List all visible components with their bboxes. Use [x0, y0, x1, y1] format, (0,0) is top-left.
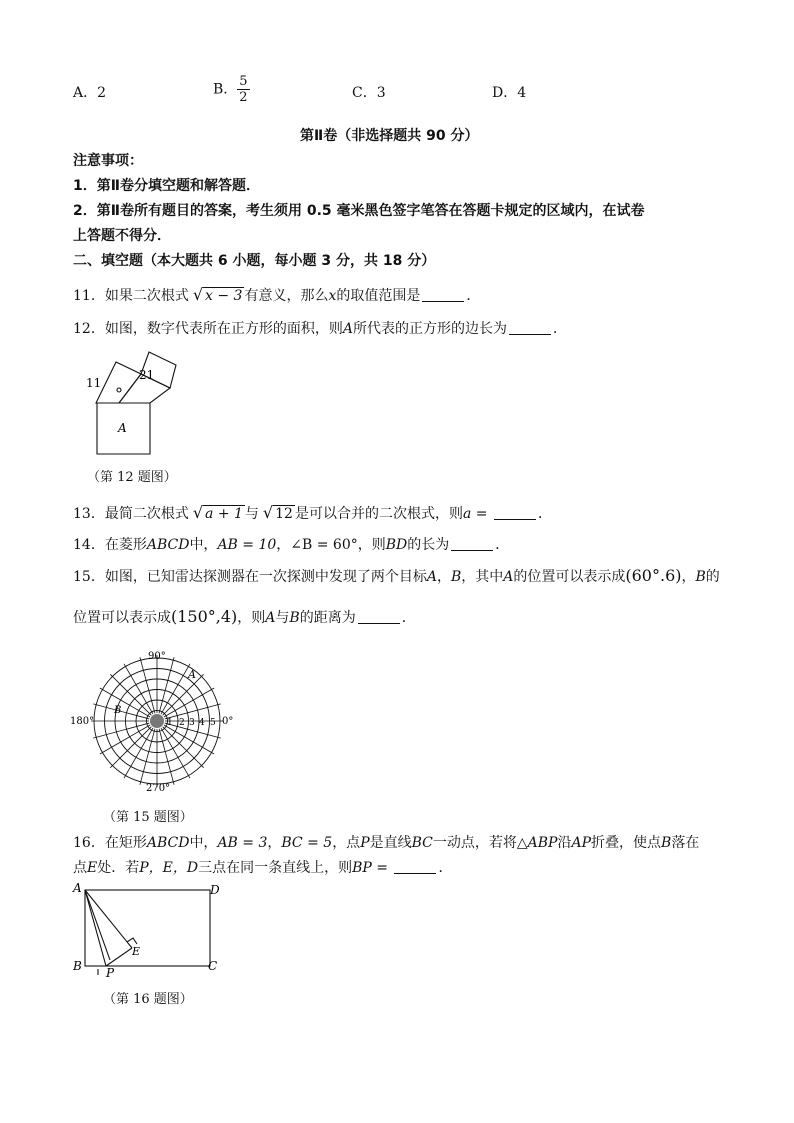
q12-text-post: 所代表的正方形的边长为 — [352, 321, 507, 337]
q16-b: B — [661, 835, 672, 851]
q16-ap: AP — [571, 835, 592, 851]
notice-heading: 注意事项： — [73, 153, 143, 169]
answer-blank[interactable] — [509, 320, 551, 335]
q16-text-end: 落在 — [671, 835, 700, 851]
q16-bc-line: BC — [411, 835, 433, 851]
q15-text-end: 的 — [705, 569, 720, 585]
ring-label-4: 4 — [199, 718, 205, 728]
option-b-prefix: B． — [213, 81, 238, 98]
section-title: 第Ⅱ卷（非选择题共 90 分） — [300, 128, 479, 144]
q16-e: E — [87, 860, 98, 876]
q14-text-mid: 中， — [189, 537, 218, 553]
q16-text-2: 点 — [73, 860, 87, 876]
figure-12-caption: （第 12 题图） — [87, 470, 177, 485]
q15-b: B — [450, 569, 462, 585]
figure-15-caption: （第 15 题图） — [103, 810, 193, 825]
q15-text-2: 位置可以表示成 — [73, 610, 171, 626]
question-15-line-2 — [73, 607, 416, 628]
point-a-label: A — [188, 668, 196, 681]
notice-item-2-line-2: 上答题不得分． — [73, 228, 171, 244]
label-180-degrees: 180° — [70, 716, 95, 727]
radar-center — [150, 714, 164, 728]
ring-label-3: 3 — [189, 718, 195, 728]
q15-comma: ， — [681, 569, 696, 585]
q15-text-2-post: 的距离为 — [299, 610, 356, 626]
q15-a2: A — [503, 569, 514, 585]
q13-radicand-2: 12 — [275, 506, 293, 522]
q12-text: 12．如图，数字代表所在正方形的面积，则 — [73, 321, 343, 337]
q15-end: ． — [401, 610, 416, 626]
q16-bp: BP — [352, 860, 372, 876]
answer-blank[interactable] — [422, 287, 464, 302]
q11-text-post: 的取值范围是 — [336, 288, 421, 304]
question-15-line-1 — [73, 566, 720, 587]
q16-p: P — [360, 835, 370, 851]
part-title: 二、填空题（本大题共 6 小题，每小题 3 分，共 18 分） — [73, 253, 436, 269]
q16-text-mid4: 一动点，若将△ — [432, 835, 528, 851]
q16-rect-name: ABCD — [146, 835, 190, 851]
q12-variable: A — [342, 321, 353, 337]
label-a: A — [118, 421, 127, 435]
label-11: 11 — [86, 376, 102, 390]
q15-text-2-mid2: 与 — [275, 610, 290, 626]
label-d: D — [210, 883, 220, 897]
q16-text-2-mid: 处．若 — [97, 860, 140, 876]
q16-text-mid2: ，点 — [332, 835, 361, 851]
q15-sep: ， — [436, 569, 451, 585]
q16-text-2-mid2: 三点在同一条直线上，则 — [198, 860, 353, 876]
q14-bd: BD — [385, 537, 408, 553]
fraction-denominator: 2 — [239, 90, 248, 105]
q12-end: ． — [552, 321, 567, 337]
q11-end: ． — [466, 288, 481, 304]
question-16-line-1 — [73, 833, 699, 853]
ring-label-5: 5 — [210, 718, 216, 728]
answer-blank[interactable] — [394, 859, 436, 874]
q14-rhombus-name: ABCD — [146, 537, 190, 553]
q11-text-mid: 有意义，那么 — [244, 288, 329, 304]
answer-blank[interactable] — [358, 609, 400, 624]
ring-label-1: 1 — [167, 718, 173, 728]
q15-coord-b: (150°,4) — [171, 607, 238, 626]
option-b-fraction — [237, 74, 249, 105]
q16-comma: ， — [267, 835, 282, 851]
question-16-line-2 — [73, 858, 452, 878]
notice-item-2-line-1: 2．第Ⅱ卷所有题目的答案，考生须用 0.5 毫米黑色签字笔答在答题卡规定的区域内，在试卷 — [73, 203, 645, 219]
question-11 — [73, 285, 480, 306]
q12-figure — [66, 340, 186, 460]
q16-text-mid5: 沿 — [557, 835, 572, 851]
notice-item-1: 1．第Ⅱ卷分填空题和解答题． — [73, 178, 260, 194]
segment-ae — [85, 890, 132, 948]
label-270-degrees: 270° — [146, 783, 171, 794]
q16-end: ． — [438, 860, 453, 876]
q11-variable: x — [328, 288, 337, 304]
q11-text: 11．如果二次根式 — [73, 288, 189, 304]
right-angle-mark — [117, 388, 121, 392]
q13-text: 13．最简二次根式 — [73, 506, 189, 522]
question-14 — [73, 535, 509, 555]
figure-16-caption: （第 16 题图） — [103, 992, 193, 1007]
q15-b3: B — [289, 610, 300, 626]
q16-text: 16．在矩形 — [73, 835, 147, 851]
label-a: A — [73, 881, 82, 895]
q16-abp: ABP — [527, 835, 558, 851]
q15-text-mid2: 的位置可以表示成 — [513, 569, 626, 585]
q11-radicand: x − 3 — [205, 288, 243, 304]
q14-comma: ， — [276, 537, 291, 553]
q14-text-post: 的长为 — [407, 537, 450, 553]
q13-equals: = — [471, 506, 492, 522]
q16-equals: = — [371, 860, 393, 876]
label-c: C — [208, 959, 218, 973]
answer-blank[interactable] — [451, 536, 493, 551]
q16-points: P，E，D — [139, 860, 199, 876]
radical-sign: √ — [192, 503, 204, 522]
fold-line — [85, 890, 110, 960]
radical-sign: √ — [192, 285, 204, 304]
q14-text-mid2: ，则 — [357, 537, 386, 553]
q15-b2: B — [695, 569, 706, 585]
radar-diagram — [70, 645, 245, 797]
label-0-degrees: 0° — [222, 716, 234, 727]
q16-ab: AB = 3 — [217, 835, 268, 851]
label-e: E — [132, 945, 141, 958]
point-b-label: B — [114, 705, 122, 716]
q13-text-mid: 与 — [244, 506, 259, 522]
ring-label-2: 2 — [179, 718, 185, 728]
q14-ab: AB = 10 — [217, 537, 277, 553]
q13-radicand-1: a + 1 — [205, 506, 243, 522]
option-b — [213, 74, 250, 105]
option-a: A．2 — [73, 85, 107, 101]
segment-pe — [106, 948, 132, 966]
answer-blank[interactable] — [494, 505, 536, 520]
rectangle-abcd — [85, 890, 210, 966]
q13-end: ． — [537, 506, 552, 522]
segment-ap — [85, 890, 106, 966]
q16-text-mid3: 是直线 — [369, 835, 412, 851]
q15-a: A — [426, 569, 437, 585]
q16-text-mid: 中， — [189, 835, 218, 851]
fraction-numerator: 5 — [239, 74, 248, 89]
q14-text: 14．在菱形 — [73, 537, 147, 553]
question-13 — [73, 503, 552, 524]
q15-text-2-mid: ，则 — [237, 610, 266, 626]
q16-figure — [70, 880, 225, 980]
q16-bc: BC = 5 — [281, 835, 333, 851]
option-d: D．4 — [492, 85, 527, 101]
q16-text-mid6: 折叠，使点 — [591, 835, 662, 851]
q13-text-post: 是可以合并的二次根式，则 — [294, 506, 463, 522]
option-c: C．3 — [352, 85, 386, 101]
label-90-degrees: 90° — [148, 651, 166, 662]
q14-end: ． — [495, 537, 510, 553]
radical-sign: √ — [262, 503, 274, 522]
q15-a3: A — [265, 610, 276, 626]
q14-angle: ∠B = 60° — [290, 537, 358, 553]
q13-variable: a — [462, 506, 472, 522]
q15-coord-a: (60°.6) — [625, 566, 682, 585]
question-12 — [73, 319, 567, 339]
label-21: 21 — [139, 368, 155, 382]
label-b: B — [73, 959, 82, 973]
q15-text-mid: ，其中 — [461, 569, 504, 585]
q15-text: 15．如图，已知雷达探测器在一次探测中发现了两个目标 — [73, 569, 427, 585]
label-p: P — [106, 966, 115, 980]
